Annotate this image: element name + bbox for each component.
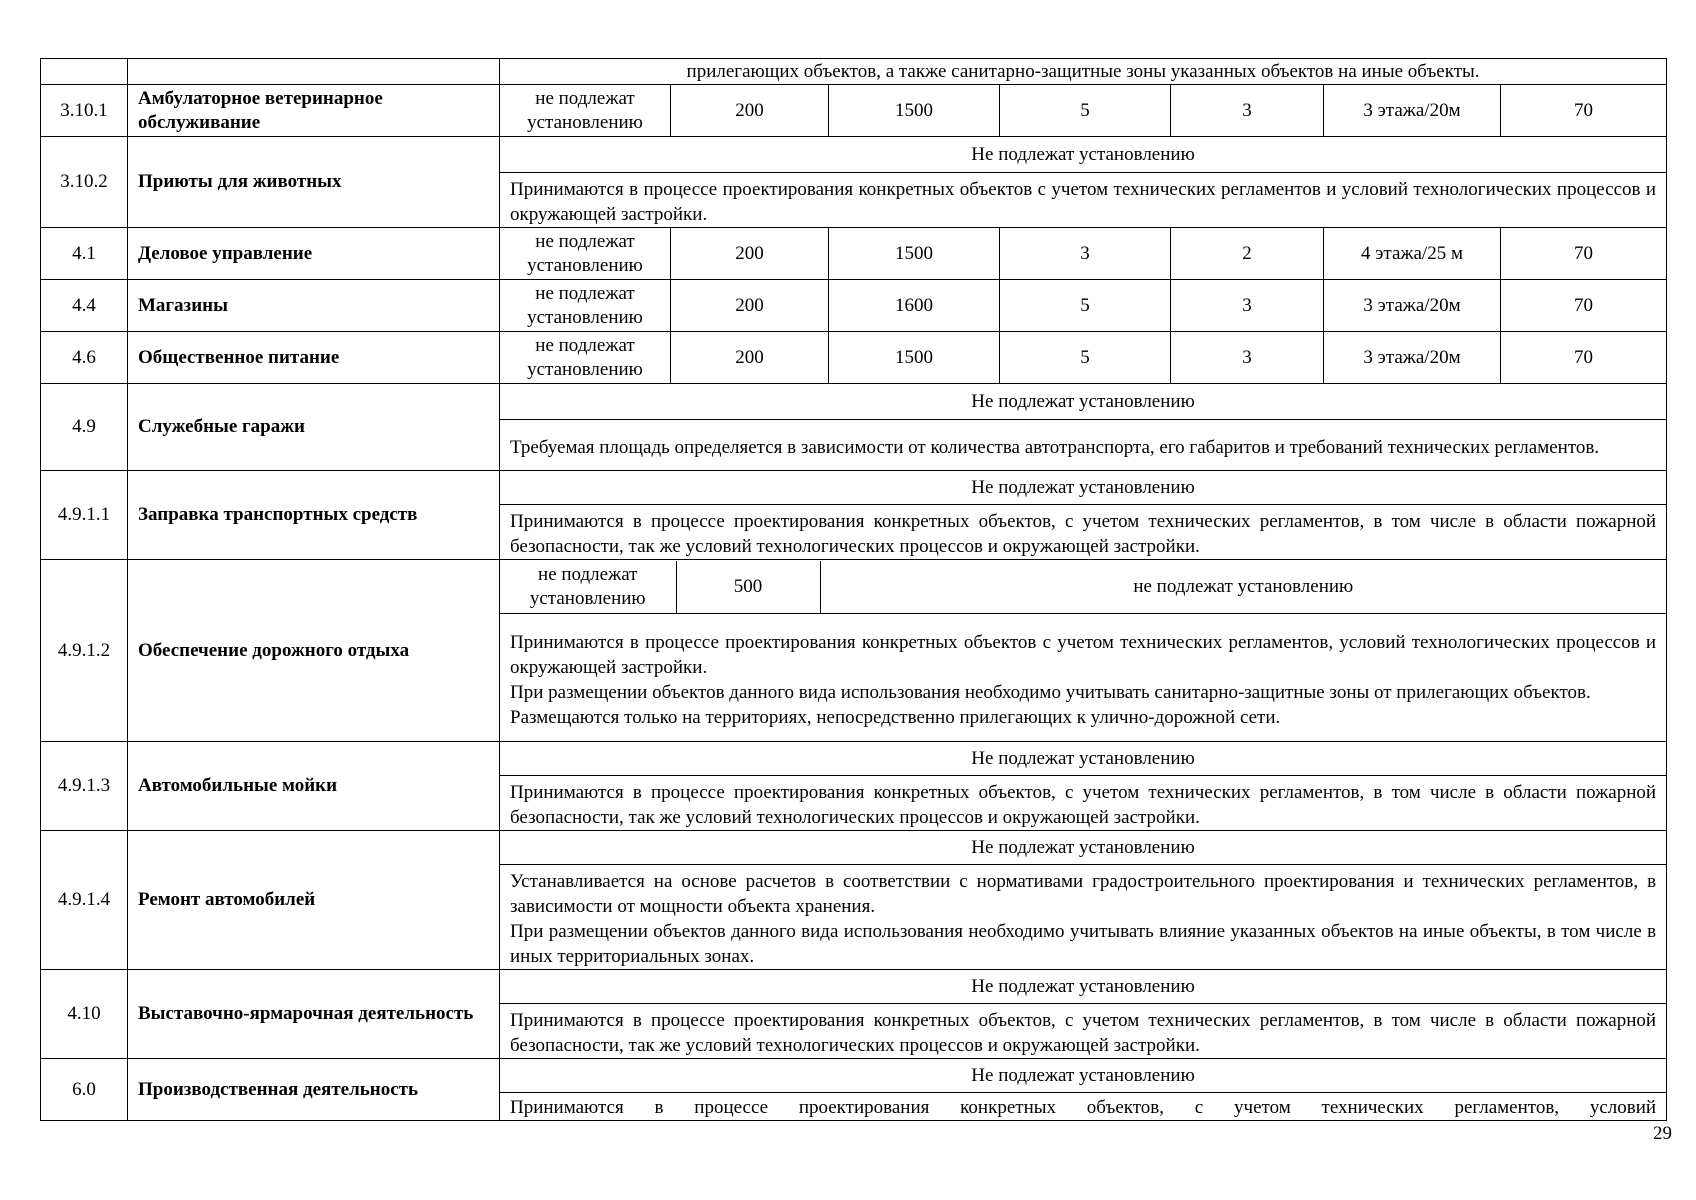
table-row bbox=[41, 384, 1667, 420]
table-row bbox=[41, 831, 1667, 865]
row-text: Требуемая площадь определяется в зависимости от количества автотранспорта, его габаритов и требований технических регламентов. bbox=[500, 420, 1667, 471]
paragraph: Устанавливается на основе расчетов в соответствии с нормативами градостроительного проектирования и технических регламентов, в зависимости от мощности объекта хранения. bbox=[510, 871, 1657, 917]
page-number: 29 bbox=[1653, 1123, 1672, 1144]
table-row bbox=[41, 228, 1667, 280]
sub-values bbox=[500, 560, 1667, 614]
row-name: Магазины bbox=[128, 280, 500, 332]
row-top-note: Не подлежат установлению bbox=[500, 137, 1667, 173]
row-top-note: Не подлежат установлению bbox=[500, 384, 1667, 420]
cell-value: 1500 bbox=[829, 85, 1000, 137]
cell-value: не подлежат установлению bbox=[500, 332, 671, 384]
row-name: Ремонт автомобилей bbox=[128, 831, 500, 970]
row-code: 4.1 bbox=[41, 228, 128, 280]
paragraph: При размещении объектов данного вида использования необходимо учитывать санитарно-защитные зоны от прилегающих объектов. bbox=[510, 681, 1591, 703]
row-name: Деловое управление bbox=[128, 228, 500, 280]
paragraph: Принимаются в процессе проектирования конкретных объектов с учетом технических регламентов, условий технологических процессов и окружающей застройки. bbox=[510, 631, 1657, 678]
cell-value: 70 bbox=[1501, 280, 1667, 332]
table-row bbox=[41, 332, 1667, 384]
table-row bbox=[41, 59, 1667, 85]
row-text: Принимаются в процессе проектирования конкретных объектов, с учетом технических регламентов, в том числе в области пожарной безопасности, так же условий технологических процессов и окружающей застройки. bbox=[500, 505, 1667, 560]
cell-value: 200 bbox=[671, 332, 829, 384]
paragraph: Размещаются только на территориях, непосредственно прилегающих к улично-дорожной сети. bbox=[510, 706, 1281, 728]
row-name: Заправка транспортных средств bbox=[128, 471, 500, 560]
table-row bbox=[41, 970, 1667, 1004]
row-code: 4.6 bbox=[41, 332, 128, 384]
row-name: Амбулаторное ветеринарное обслуживание bbox=[128, 85, 500, 137]
row-name: Служебные гаражи bbox=[128, 384, 500, 471]
cell-value: не подлежат установлению bbox=[500, 85, 671, 137]
table-row bbox=[41, 1059, 1667, 1093]
cell-value: не подлежат установлению bbox=[500, 228, 671, 280]
cell-value: 3 bbox=[1171, 332, 1324, 384]
row-code: 4.9.1.4 bbox=[41, 831, 128, 970]
cell-value: 3 этажа/20м bbox=[1324, 332, 1501, 384]
cell-value: 3 bbox=[1000, 228, 1171, 280]
cell-value: 70 bbox=[1501, 228, 1667, 280]
row-text: Принимаются в процессе проектирования конкретных объектов, с учетом технических регламентов, в том числе в области пожарной безопасности, так же условий технологических процессов и окружающей застройки. bbox=[500, 1004, 1667, 1059]
cell-value: 200 bbox=[671, 280, 829, 332]
row-top-note: Не подлежат установлению bbox=[500, 1059, 1667, 1093]
table-row bbox=[41, 471, 1667, 505]
row-code: 4.9.1.3 bbox=[41, 742, 128, 831]
row-name: Общественное питание bbox=[128, 332, 500, 384]
cell-value: 200 bbox=[671, 228, 829, 280]
cell-value: 1600 bbox=[829, 280, 1000, 332]
row-code: 4.9.1.1 bbox=[41, 471, 128, 560]
cell-value: не подлежат установлению bbox=[500, 280, 671, 332]
table-row bbox=[41, 742, 1667, 776]
table-row bbox=[41, 85, 1667, 137]
row-name: Обеспечение дорожного отдыха bbox=[128, 560, 500, 742]
row-code: 4.10 bbox=[41, 970, 128, 1059]
row-name: Автомобильные мойки bbox=[128, 742, 500, 831]
cell-value: 2 bbox=[1171, 228, 1324, 280]
cell-value: 200 bbox=[671, 85, 829, 137]
row-code: 4.4 bbox=[41, 280, 128, 332]
table-row bbox=[41, 137, 1667, 173]
row-code bbox=[41, 59, 128, 85]
cell-value: 70 bbox=[1501, 85, 1667, 137]
row-text bbox=[500, 614, 1667, 742]
cell-value: 3 bbox=[1171, 280, 1324, 332]
table-row bbox=[41, 560, 1667, 614]
cell-value: 3 bbox=[1171, 85, 1324, 137]
cell-value: 3 этажа/20м bbox=[1324, 85, 1501, 137]
cell-value: 70 bbox=[1501, 332, 1667, 384]
regulations-table bbox=[40, 58, 1667, 1121]
row-code: 4.9 bbox=[41, 384, 128, 471]
cell-value: 5 bbox=[1000, 85, 1171, 137]
row-code: 3.10.1 bbox=[41, 85, 128, 137]
cell-value: не подлежат установлению bbox=[820, 561, 1666, 613]
cell-value: 1500 bbox=[829, 332, 1000, 384]
row-code: 3.10.2 bbox=[41, 137, 128, 228]
cell-value: 5 bbox=[1000, 280, 1171, 332]
cell-value: 4 этажа/25 м bbox=[1324, 228, 1501, 280]
table-row bbox=[41, 280, 1667, 332]
row-text bbox=[500, 865, 1667, 970]
cell-value: 3 этажа/20м bbox=[1324, 280, 1501, 332]
cell-value: 5 bbox=[1000, 332, 1171, 384]
row-code: 6.0 bbox=[41, 1059, 128, 1121]
row-name: Выставочно-ярмарочная деятельность bbox=[128, 970, 500, 1059]
cell-value: 1500 bbox=[829, 228, 1000, 280]
row-text: прилегающих объектов, а также санитарно-защитные зоны указанных объектов на иные объекты. bbox=[500, 59, 1667, 85]
paragraph: При размещении объектов данного вида использования необходимо учитывать влияние указанных объектов на иные объекты, в том числе в иных территориальных зонах. bbox=[510, 921, 1657, 967]
row-top-note: Не подлежат установлению bbox=[500, 831, 1667, 865]
row-name: Производственная деятельность bbox=[128, 1059, 500, 1121]
row-text: Принимаются в процессе проектирования конкретных объектов, с учетом технических регламентов, условий bbox=[500, 1093, 1667, 1121]
row-text: Принимаются в процессе проектирования конкретных объектов, с учетом технических регламентов, в том числе в области пожарной безопасности, так же условий технологических процессов и окружающей застройки. bbox=[500, 776, 1667, 831]
row-name: Приюты для животных bbox=[128, 137, 500, 228]
row-top-note: Не подлежат установлению bbox=[500, 742, 1667, 776]
cell-value: 500 bbox=[676, 561, 820, 613]
row-text: Принимаются в процессе проектирования конкретных объектов с учетом технических регламентов и условий технологических процессов и окружающей застройки. bbox=[500, 173, 1667, 228]
row-top-note: Не подлежат установлению bbox=[500, 970, 1667, 1004]
row-top-note: Не подлежат установлению bbox=[500, 471, 1667, 505]
row-code: 4.9.1.2 bbox=[41, 560, 128, 742]
cell-value: не подлежат установлению bbox=[529, 563, 646, 609]
row-name bbox=[128, 59, 500, 85]
